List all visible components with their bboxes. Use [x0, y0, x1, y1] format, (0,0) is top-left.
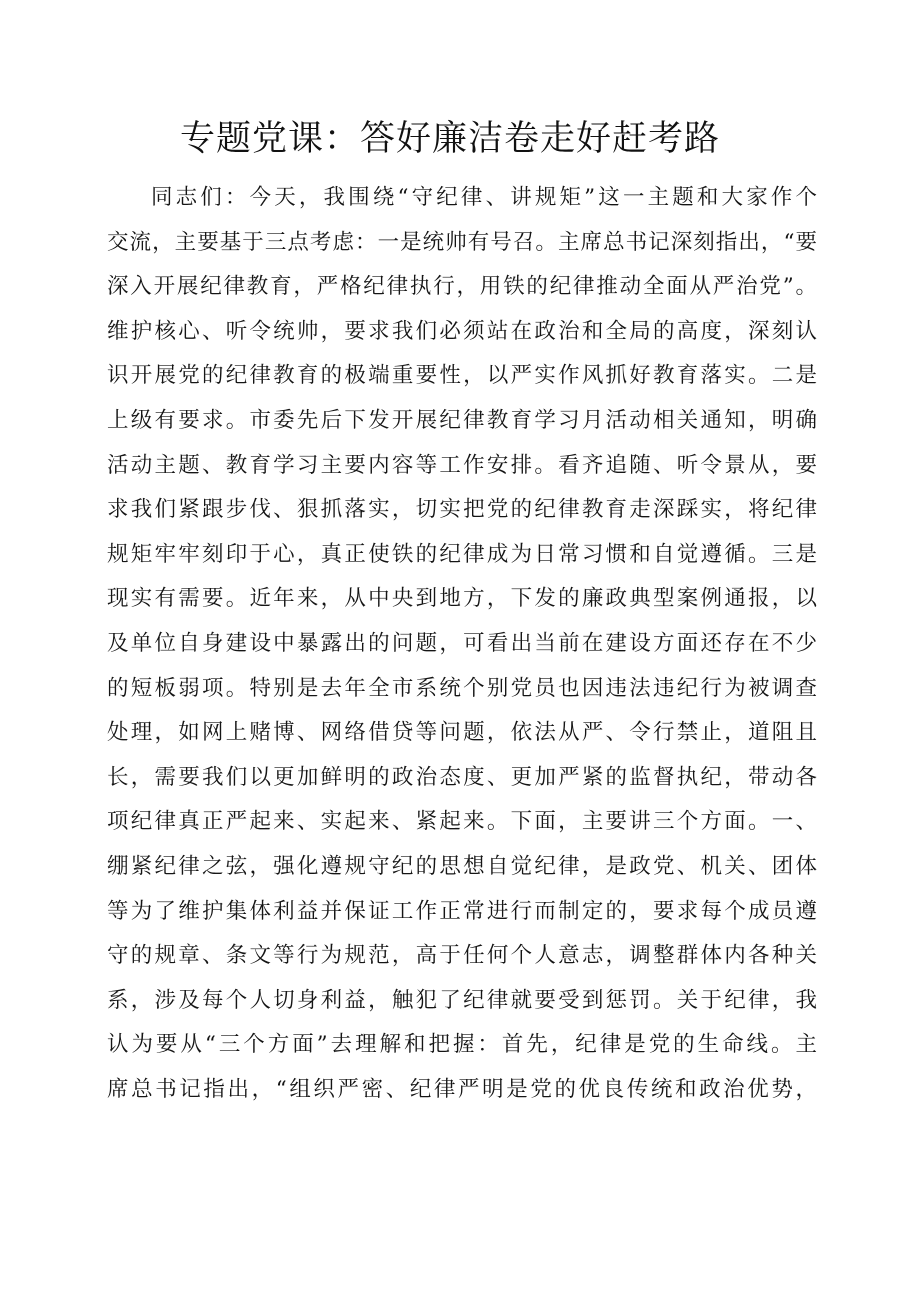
body-line: 交流，主要基于三点考虑：一是统帅有号召。主席总书记深刻指出，“要 [107, 229, 817, 255]
body-line: 项纪律真正严起来、实起来、紧起来。下面，主要讲三个方面。一、 [107, 809, 817, 835]
body-line: 系，涉及每个人切身利益，触犯了纪律就要受到惩罚。关于纪律，我 [107, 987, 817, 1013]
body-line: 活动主题、教育学习主要内容等工作安排。看齐追随、听令景从，要 [107, 452, 817, 478]
body-line: 的短板弱项。特别是去年全市系统个别党员也因违法违纪行为被调查 [107, 675, 817, 701]
body-line: 上级有要求。市委先后下发开展纪律教育学习月活动相关通知，明确 [107, 407, 817, 433]
body-line: 深入开展纪律教育，严格纪律执行，用铁的纪律推动全面从严治党”。 [107, 274, 817, 300]
body-line: 席总书记指出，“组织严密、纪律严明是党的优良传统和政治优势， [107, 1076, 817, 1102]
body-line: 认为要从“三个方面”去理解和把握：首先，纪律是党的生命线。主 [107, 1032, 817, 1058]
document-title: 专题党课：答好廉洁卷走好赶考路 [180, 119, 721, 159]
body-line: 等为了维护集体利益并保证工作正常进行而制定的，要求每个成员遵 [107, 898, 817, 924]
body-line: 长，需要我们以更加鲜明的政治态度、更加严紧的监督执纪，带动各 [107, 764, 817, 790]
body-line: 规矩牢牢刻印于心，真正使铁的纪律成为日常习惯和自觉遵循。三是 [107, 541, 817, 567]
body-line: 及单位自身建设中暴露出的问题，可看出当前在建设方面还存在不少 [107, 630, 817, 656]
body-line: 绷紧纪律之弦，强化遵规守纪的思想自觉纪律，是政党、机关、团体 [107, 853, 817, 879]
body-line: 守的规章、条文等行为规范，高于任何个人意志，调整群体内各种关 [107, 943, 817, 969]
body-line: 维护核心、听令统帅，要求我们必须站在政治和全局的高度，深刻认 [107, 318, 817, 344]
body-line: 求我们紧跟步伐、狠抓落实，切实把党的纪律教育走深踩实，将纪律 [107, 497, 817, 523]
body-line: 处理，如网上赌博、网络借贷等问题，依法从严、令行禁止，道阻且 [107, 720, 817, 746]
body-line: 识开展党的纪律教育的极端重要性，以严实作风抓好教育落实。二是 [107, 363, 817, 389]
body-line: 现实有需要。近年来，从中央到地方，下发的廉政典型案例通报，以 [107, 586, 817, 612]
body-line: 同志们：今天，我围绕“守纪律、讲规矩”这一主题和大家作个 [151, 185, 817, 210]
document-body [107, 176, 817, 1112]
